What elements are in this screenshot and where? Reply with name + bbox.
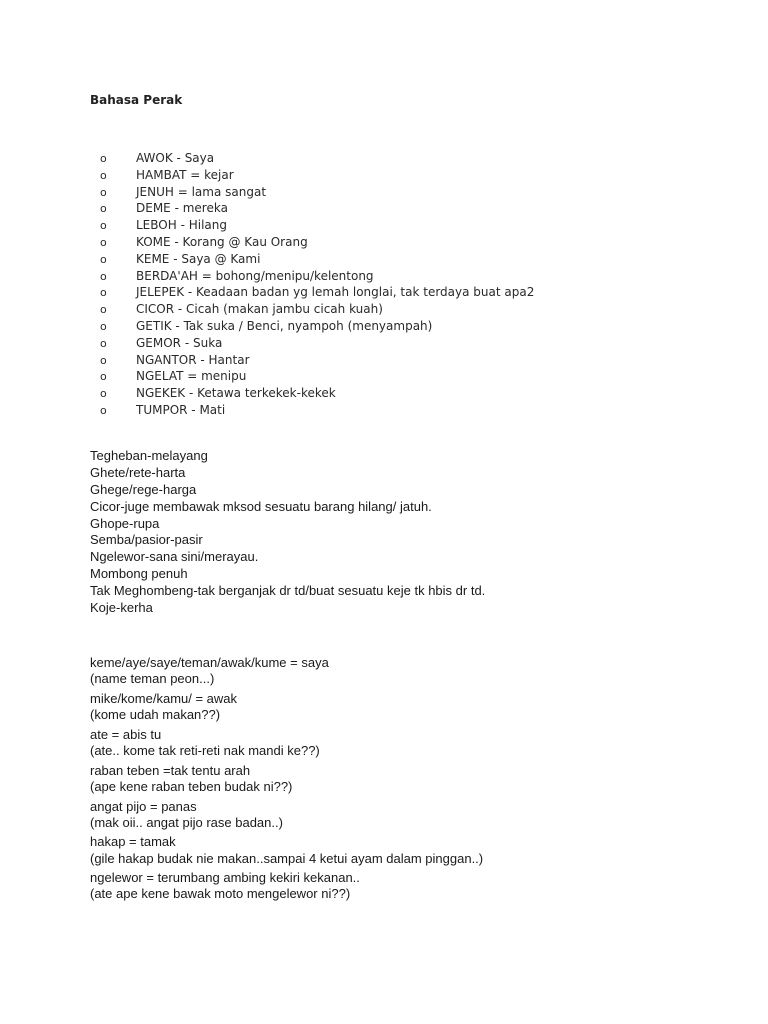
term-example-pair (90, 691, 483, 723)
bullet-marker: o (100, 370, 107, 384)
page-title: Bahasa Perak (90, 93, 183, 107)
text-line: Tak Meghombeng-tak berganjak dr td/buat sesuatu keje tk hbis dr td. (90, 583, 486, 599)
term-line: ate = abis tu (90, 726, 162, 742)
example-line: (gile hakap budak nie makan..sampai 4 ketui ayam dalam pinggan..) (90, 850, 484, 866)
vocabulary-lines-section (90, 448, 485, 617)
example-line: (ate ape kene bawak moto mengelewor ni??) (90, 886, 351, 902)
list-item-text: JELEPEK - Keadaan badan yg lemah longlai, tak terdaya buat apa2 (136, 285, 535, 300)
term-line: raban teben =tak tentu arah (90, 762, 251, 778)
term-line: mike/kome/kamu/ = awak (90, 690, 238, 706)
term-example-pair (90, 870, 483, 902)
term-example-pair (90, 655, 483, 687)
text-line: Koje-kerha (90, 600, 153, 616)
list-item-text: GETIK - Tak suka / Benci, nyampoh (menyampah) (136, 318, 433, 333)
example-line: (ate.. kome tak reti-reti nak mandi ke??) (90, 742, 320, 758)
bullet-marker: o (100, 219, 107, 233)
list-item-text: KOME - Korang @ Kau Orang (136, 234, 308, 249)
list-item-text: HAMBAT = kejar (136, 167, 234, 182)
term-line: hakap = tamak (90, 834, 176, 850)
bullet-marker: o (100, 403, 107, 417)
list-item-text: JENUH = lama sangat (136, 184, 267, 199)
vocabulary-bullet-list (90, 150, 534, 419)
list-item (90, 402, 534, 419)
term-example-pair (90, 799, 483, 831)
list-item-text: BERDA'AH = bohong/menipu/kelentong (136, 268, 374, 283)
bullet-marker: o (100, 387, 107, 401)
list-item (90, 385, 534, 402)
text-line: Ghete/rete-harta (90, 464, 186, 480)
example-line: (ape kene raban teben budak ni??) (90, 778, 293, 794)
list-item (90, 150, 534, 167)
list-item-text: AWOK - Saya (136, 151, 215, 165)
list-item (90, 184, 534, 201)
list-item-text: KEME - Saya @ Kami (136, 251, 261, 266)
bullet-marker: o (100, 269, 107, 283)
list-item-text: NGELAT = menipu (136, 369, 247, 384)
list-item-text: GEMOR - Suka (136, 335, 223, 350)
example-line: (kome udah makan??) (90, 707, 221, 723)
list-item (90, 335, 534, 352)
list-item (90, 352, 534, 369)
bullet-marker: o (100, 286, 107, 300)
list-item-text: CICOR - Cicah (makan jambu cicah kuah) (136, 302, 383, 317)
bullet-marker: o (100, 168, 107, 182)
list-item (90, 167, 534, 184)
term-example-pair (90, 727, 483, 759)
list-item (90, 200, 534, 217)
bullet-marker: o (100, 185, 107, 199)
bullet-marker: o (100, 353, 107, 367)
bullet-marker: o (100, 152, 107, 165)
bullet-marker: o (100, 202, 107, 216)
bullet-marker: o (100, 252, 107, 266)
list-item (90, 368, 534, 385)
bullet-marker: o (100, 235, 107, 249)
list-item (90, 234, 534, 251)
term-line: keme/aye/saye/teman/awak/kume = saya (90, 655, 329, 670)
list-item-text: NGEKEK - Ketawa terkekek-kekek (136, 386, 336, 401)
term-example-pair (90, 834, 483, 866)
list-item (90, 217, 534, 234)
text-line: Ghope-rupa (90, 515, 160, 531)
text-line: Tegheban-melayang (90, 448, 208, 463)
list-item-text: NGANTOR - Hantar (136, 352, 250, 367)
example-line: (name teman peon...) (90, 671, 215, 687)
term-line: ngelewor = terumbang ambing kekiri kekanan.. (90, 870, 360, 886)
term-example-section (90, 655, 483, 906)
list-item-text: DEME - mereka (136, 201, 228, 216)
list-item (90, 301, 534, 318)
list-item (90, 318, 534, 335)
bullet-marker: o (100, 303, 107, 317)
term-example-pair (90, 763, 483, 795)
text-line: Ngelewor-sana sini/merayau. (90, 549, 259, 565)
bullet-marker: o (100, 336, 107, 350)
term-line: angat pijo = panas (90, 798, 197, 814)
text-line: Mombong penuh (90, 566, 188, 582)
list-item-text: TUMPOR - Mati (136, 402, 226, 417)
list-item (90, 284, 534, 301)
text-line: Cicor-juge membawak mksod sesuatu barang hilang/ jatuh. (90, 498, 432, 514)
text-line: Semba/pasior-pasir (90, 532, 203, 548)
list-item-text: LEBOH - Hilang (136, 218, 227, 233)
text-line: Ghege/rege-harga (90, 481, 197, 497)
list-item (90, 251, 534, 268)
example-line: (mak oii.. angat pijo rase badan..) (90, 814, 283, 830)
list-item (90, 268, 534, 285)
bullet-marker: o (100, 319, 107, 333)
